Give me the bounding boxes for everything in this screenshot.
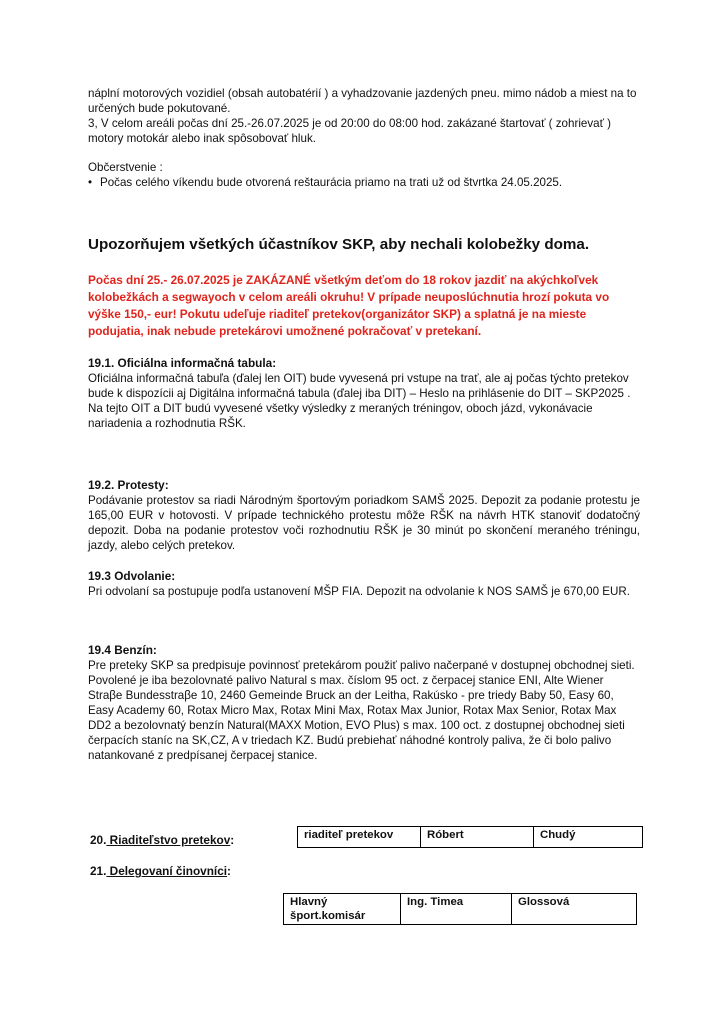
- section-19-1-text: Oficiálna informačná tabuľa (ďalej len OIT) bude vyvesená pri vstupe na trať, ale aj počas týchto pretekov bude k dispozícii aj Digitálna informačná tabula (ďalej iba DIT) – Heslo na prihlásenie do DIT – SKP2025 . Na tejto OIT a DIT budú vyvesené všetky výsledky z meraných tréningov, oboch jázd, vykonávacie nariadenia a rozhodnutia RŠK.: [88, 372, 631, 430]
- section-21-number: 21.: [90, 864, 107, 878]
- section-19-1-title: 19.1. Oficiálna informačná tabula:: [88, 356, 277, 370]
- scooter-notice-title: Upozorňujem všetkých účastníkov SKP, aby nechali kolobežky doma.: [88, 236, 590, 253]
- section-19-3-title: 19.3 Odvolanie:: [88, 569, 176, 583]
- officials-table: [283, 893, 637, 925]
- section-19-3-text: Pri odvolaní sa postupuje podľa ustanovení MŠP FIA. Depozit na odvolanie k NOS SAMŠ je 670,00 EUR.: [88, 585, 630, 598]
- refreshments-bullet: [88, 175, 640, 190]
- refreshments-label: Občerstvenie :: [88, 161, 163, 174]
- scooter-warning-text: Počas dní 25.- 26.07.2025 je ZAKÁZANÉ všetkým deťom do 18 rokov jazdiť na akýchkoľvek kolobežkách a segwayoch v celom areáli okruhu! V prípade neuposlúchnutia hrozí pokuta vo výške 150,- eur! Pokutu udeľuje riaditeľ pretekov(organizátor SKP) a splatná je na mieste podujatia, inak nebude pretekárovi umožnené pokračovať v pretekaní.: [88, 273, 610, 338]
- table-row: [284, 894, 637, 925]
- section-19-1: [88, 356, 640, 431]
- section-19-2: [88, 478, 640, 553]
- section-19-4-text: Pre preteky SKP sa predpisuje povinnosť pretekárom použiť palivo načerpané v dostupnej obchodnej sieti. Povolené je iba bezolovnaté palivo Natural s max. číslom 95 oct. z čerpacej stanice ENI, Alte Wiener Straβe Bundesstraβe 10, 2460 Gemeinde Bruck an der Leitha, Rakúsko - pre triedy Baby 50, Easy 60, Easy Academy 60, Rotax Micro Max, Rotax Mini Max, Rotax Max Junior, Rotax Max Senior, Rotax Max DD2 a bezolovnatý benzín Natural(MAXX Motion, EVO Plus) s max. 100 oct. z dostupnej obchodnej sieti čerpacích staníc na SK,CZ, A v triedach KZ. Budú prebiehať náhodné kontroly paliva, že či bolo palivo natankované z predpísanej čerpacej stanice.: [88, 659, 635, 762]
- official-role-cell: Hlavný šport.komisár: [284, 894, 401, 925]
- section-19-4: [88, 643, 640, 763]
- section-20-number: 20.: [90, 833, 107, 847]
- official-last-name-cell: Glossová: [512, 894, 637, 925]
- table-row: [298, 827, 643, 848]
- bullet-mark: •: [88, 176, 93, 189]
- section-19-2-text: Podávanie protestov sa riadi Národným športovým poriadkom SAMŠ 2025. Depozit za podanie protestu je 165,00 EUR v hotovosti. V prípade technického protestu môže RŠK na návrh HTK stanoviť dodatočný depozit. Doba na podanie protestov voči rozhodnutiu RŠK je 30 minút po skončení meraného tréningu, jazdy, alebo celých pretekov.: [88, 494, 640, 552]
- section-19-4-title: 19.4 Benzín:: [88, 643, 157, 657]
- section-19-3: [88, 569, 640, 599]
- refreshments-text: Počas celého víkendu bude otvorená reštaurácia priamo na trati už od štvrtka 24.05.2025.: [100, 176, 563, 189]
- section-21-label: Delegovaní činovníci: [106, 864, 228, 878]
- section-20-heading: [90, 833, 234, 848]
- director-last-name-cell: Chudý: [534, 827, 643, 848]
- section-20-colon: :: [230, 833, 235, 847]
- director-role-cell: riaditeľ pretekov: [298, 827, 421, 848]
- official-first-name-cell: Ing. Timea: [401, 894, 512, 925]
- race-director-table: [297, 826, 643, 848]
- intro-paragraph-1: náplní motorových vozidiel (obsah autobatérií ) a vyhadzovanie jazdených pneu. mimo nádob a miest na to určených bude pokutované.: [88, 87, 637, 115]
- director-first-name-cell: Róbert: [421, 827, 534, 848]
- intro-paragraph-2: 3, V celom areáli počas dní 25.-26.07.2025 je od 20:00 do 08:00 hod. zakázané štartovať ( zohrievať ) motory motokár alebo inak spôsobovať hluk.: [88, 117, 612, 145]
- intro-block: [88, 86, 640, 190]
- section-21-heading: [90, 864, 231, 879]
- section-20-label: Riaditeľstvo pretekov: [106, 833, 231, 847]
- section-21-colon: :: [227, 864, 231, 878]
- section-19-2-title: 19.2. Protesty:: [88, 478, 169, 492]
